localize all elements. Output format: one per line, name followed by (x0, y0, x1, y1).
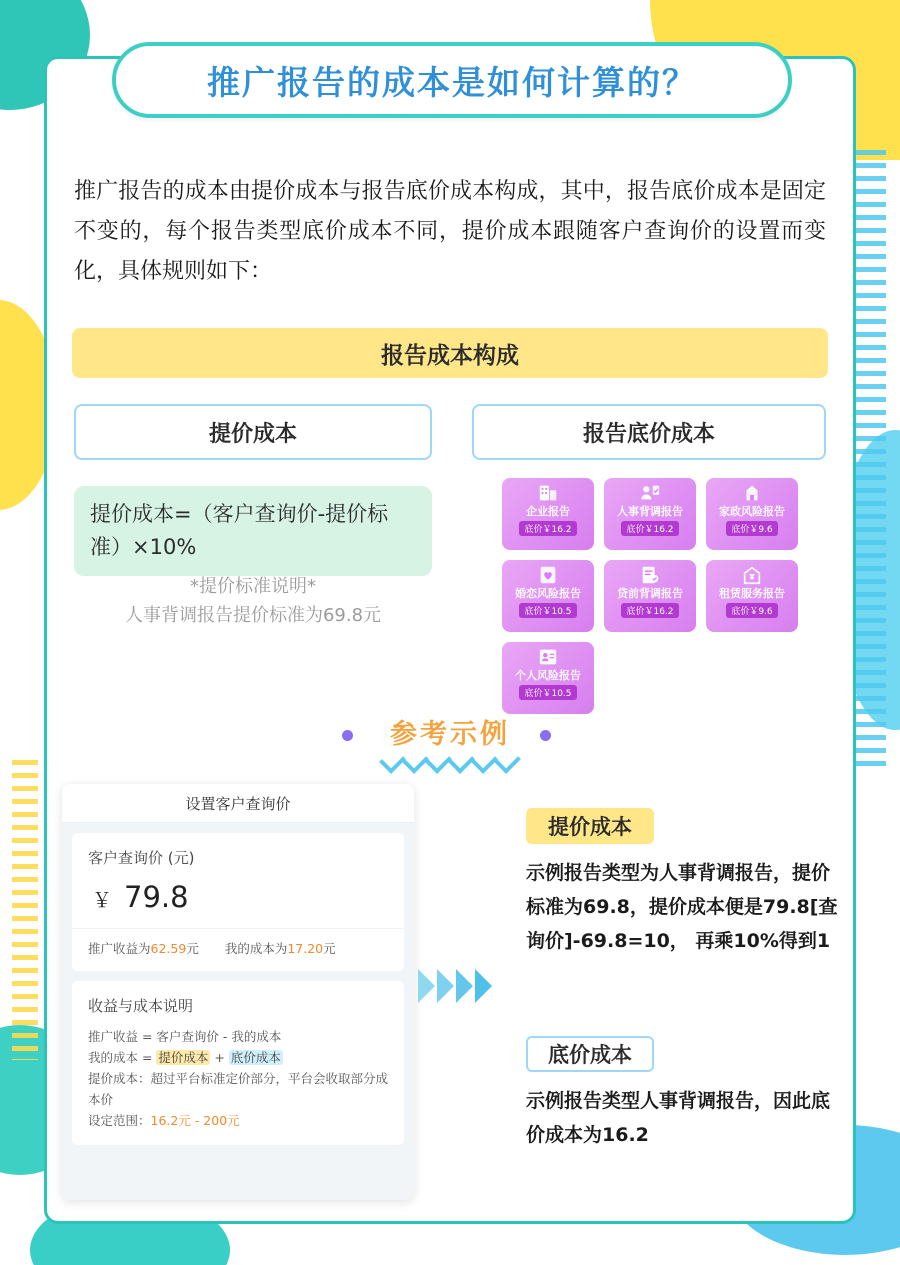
report-type-chip[interactable] (604, 560, 696, 632)
my-cost-label: 我的成本为 (224, 941, 288, 956)
chip-price: 底价￥16.2 (621, 521, 678, 536)
explain-range-value: 16.2元 - 200元 (150, 1113, 240, 1128)
loan-doc-icon (638, 564, 662, 586)
arrow-right-icon (418, 969, 435, 1003)
explain-base-cost-text: 示例报告类型人事背调报告，因此底价成本为16.2 (526, 1090, 831, 1146)
chip-price: 底价￥9.6 (726, 603, 777, 618)
chip-label: 人事背调报告 (617, 505, 683, 518)
chevron-down-icon (494, 747, 521, 774)
explain-range-label: 设定范围： (88, 1113, 151, 1128)
chip-label: 租赁服务报告 (719, 587, 785, 600)
rent-house-icon (740, 564, 764, 586)
promo-income-value: 62.59 (150, 941, 187, 956)
company-icon (536, 482, 560, 504)
explain-line-2 (88, 1047, 388, 1068)
section-banner-cost-composition: 报告成本构成 (72, 328, 828, 378)
formula-box: 提价成本=（客户查询价-提价标准）×10% (74, 486, 432, 576)
query-price-value-row[interactable] (92, 880, 388, 914)
promo-income-label: 推广收益为 (88, 941, 151, 956)
column-head-markup-cost: 提价成本 (74, 404, 432, 460)
person-check-icon (638, 482, 662, 504)
my-cost-value: 17.20 (287, 941, 324, 956)
chip-price: 底价￥16.2 (519, 521, 576, 536)
promo-income-unit: 元 (186, 941, 199, 956)
formula-note-line2: 人事背调报告提价标准为69.8元 (124, 605, 382, 626)
report-type-chip[interactable] (502, 478, 594, 550)
example-section-title: 参考示例 (390, 719, 510, 750)
chip-price: 底价￥10.5 (519, 685, 576, 700)
report-type-chip[interactable] (706, 478, 798, 550)
intro-paragraph: 推广报告的成本由提价成本与报告底价成本构成，其中，报告底价成本是固定不变的，每个报告类型底价成本不同，提价成本跟随客户查询价的设置而变化，具体规则如下： (74, 179, 826, 284)
formula-note-line1: *提价标准说明* (190, 576, 316, 597)
chip-price: 底价￥9.6 (726, 521, 777, 536)
tag-markup-cost: 提价成本 (526, 808, 654, 844)
income-cost-row (88, 939, 388, 957)
explain-markup-cost-text: 示例报告类型为人事背调报告，提价标准为69.8，提价成本便是79.8[查询价]-69.8=10， 再乘10%得到1 (526, 862, 838, 952)
id-card-icon (536, 646, 560, 668)
report-type-chip[interactable] (502, 560, 594, 632)
my-cost-unit: 元 (323, 941, 336, 956)
query-price-value: 79.8 (124, 880, 189, 914)
explain-base-cost-highlight: 底价成本 (230, 1050, 281, 1065)
chip-label: 家政风险报告 (719, 505, 785, 518)
column-head-base-cost: 报告底价成本 (472, 404, 826, 460)
housekeeping-icon (740, 482, 764, 504)
chip-label: 企业报告 (526, 505, 570, 518)
my-cost (225, 939, 336, 957)
income-cost-explain-panel (72, 981, 404, 1145)
chip-label: 贷前背调报告 (617, 587, 683, 600)
page-title (112, 42, 792, 118)
query-price-panel (72, 833, 404, 971)
page-title-text: 推广报告的成本是如何计算的？ (207, 62, 697, 102)
chip-label: 婚恋风险报告 (515, 587, 581, 600)
query-price-label: 客户查询价 (元) (88, 849, 195, 867)
tag-base-cost: 底价成本 (526, 1036, 654, 1072)
explain-line-1: 推广收益 = 客户查询价 - 我的成本 (88, 1029, 282, 1044)
heart-icon (536, 564, 560, 586)
decor-stripes-left (12, 760, 38, 1060)
report-type-chip[interactable] (604, 478, 696, 550)
chip-price: 底价￥16.2 (621, 603, 678, 618)
panel-divider (72, 928, 404, 929)
chip-price: 底价￥10.5 (519, 603, 576, 618)
explain-plus: + (210, 1050, 229, 1065)
explain-line-3: 提价成本：超过平台标准定价部分，平台会收取部分成本价 (88, 1071, 389, 1107)
arrow-right-icon (456, 969, 473, 1003)
decor-chevron-row (382, 752, 518, 774)
decor-arrow-row (418, 968, 502, 1004)
phone-mockup (62, 784, 414, 1200)
explain-markup-cost-highlight: 提价成本 (158, 1050, 209, 1065)
promo-income (88, 939, 199, 957)
phone-header-title: 设置客户查询价 (62, 784, 414, 823)
explain-line-2-prefix: 我的成本 = (88, 1050, 157, 1065)
report-type-chip-list (502, 478, 802, 714)
currency-symbol: ￥ (92, 888, 112, 912)
arrow-right-icon (475, 969, 492, 1003)
formula-note (74, 572, 432, 630)
report-type-chip[interactable] (502, 642, 594, 714)
explain-line-4 (88, 1110, 388, 1131)
arrow-right-icon (437, 969, 454, 1003)
explain-panel-title: 收益与成本说明 (88, 997, 194, 1015)
report-type-chip[interactable] (706, 560, 798, 632)
chip-label: 个人风险报告 (515, 669, 581, 682)
